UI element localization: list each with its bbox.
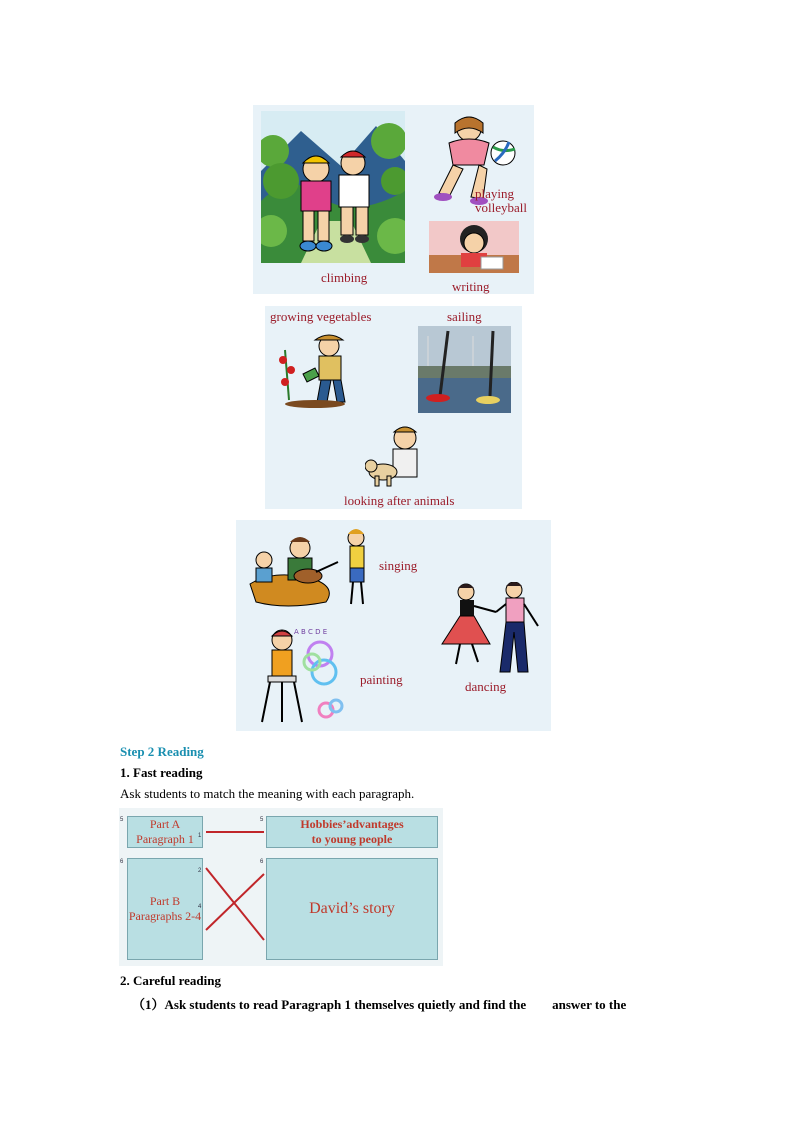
- hobby-panel-1: [253, 105, 534, 294]
- label-writing: writing: [452, 279, 490, 294]
- marker: 5: [260, 817, 264, 823]
- sailing-photo: [418, 326, 511, 413]
- davids-story-label: David’s story: [309, 900, 395, 917]
- label-painting: painting: [360, 672, 403, 687]
- matching-lines: [119, 808, 443, 966]
- hobby-panel-2: [265, 306, 522, 509]
- fast-reading-instruction: Ask students to match the meaning with each paragraph.: [120, 786, 415, 801]
- careful-reading-heading: 2. Careful reading: [120, 973, 221, 988]
- label-looking-after-animals: looking after animals: [344, 493, 455, 508]
- hobbies-title: Hobbies’advantages: [300, 817, 404, 831]
- label-playing: playing: [475, 186, 514, 201]
- matching-diagram: [119, 808, 443, 966]
- marker: 6: [120, 859, 124, 865]
- marker: 5: [120, 817, 124, 823]
- label-climbing: climbing: [321, 270, 368, 285]
- label-singing: singing: [379, 558, 418, 573]
- match-line-cross-2: [206, 874, 264, 930]
- match-line-cross-1: [206, 868, 264, 940]
- part-b-subtitle: Paragraphs 2-4: [128, 909, 202, 923]
- writing-illustration: [429, 221, 519, 273]
- climbing-illustration: [261, 111, 405, 263]
- marker: 1: [198, 833, 202, 839]
- marker: 6: [260, 859, 264, 865]
- label-growing-vegetables: growing vegetables: [270, 309, 372, 324]
- painting-illustration: [252, 626, 346, 726]
- label-sailing: sailing: [447, 309, 482, 324]
- paint-letters: A B C D E: [294, 628, 328, 636]
- singing-illustration: [246, 524, 376, 608]
- part-a-title: Part A: [149, 817, 181, 831]
- fast-reading-heading: 1. Fast reading: [120, 765, 203, 780]
- looking-after-animals-illustration: [365, 424, 429, 490]
- growing-vegetables-illustration: [275, 330, 365, 408]
- label-volleyball: volleyball: [475, 200, 527, 215]
- part-a-subtitle: Paragraph 1: [136, 832, 194, 846]
- hobby-panel-3: [236, 520, 551, 731]
- marker: 2: [198, 868, 202, 874]
- step2-heading: Step 2 Reading: [120, 744, 204, 759]
- careful-reading-instruction: （1）Ask students to read Paragraph 1 themselves quietly and find the answer to the: [132, 997, 627, 1012]
- marker: 4: [198, 904, 202, 910]
- hobbies-subtitle: to young people: [311, 832, 393, 846]
- dancing-illustration: [438, 582, 546, 684]
- label-dancing: dancing: [465, 679, 507, 694]
- part-b-title: Part B: [149, 894, 181, 908]
